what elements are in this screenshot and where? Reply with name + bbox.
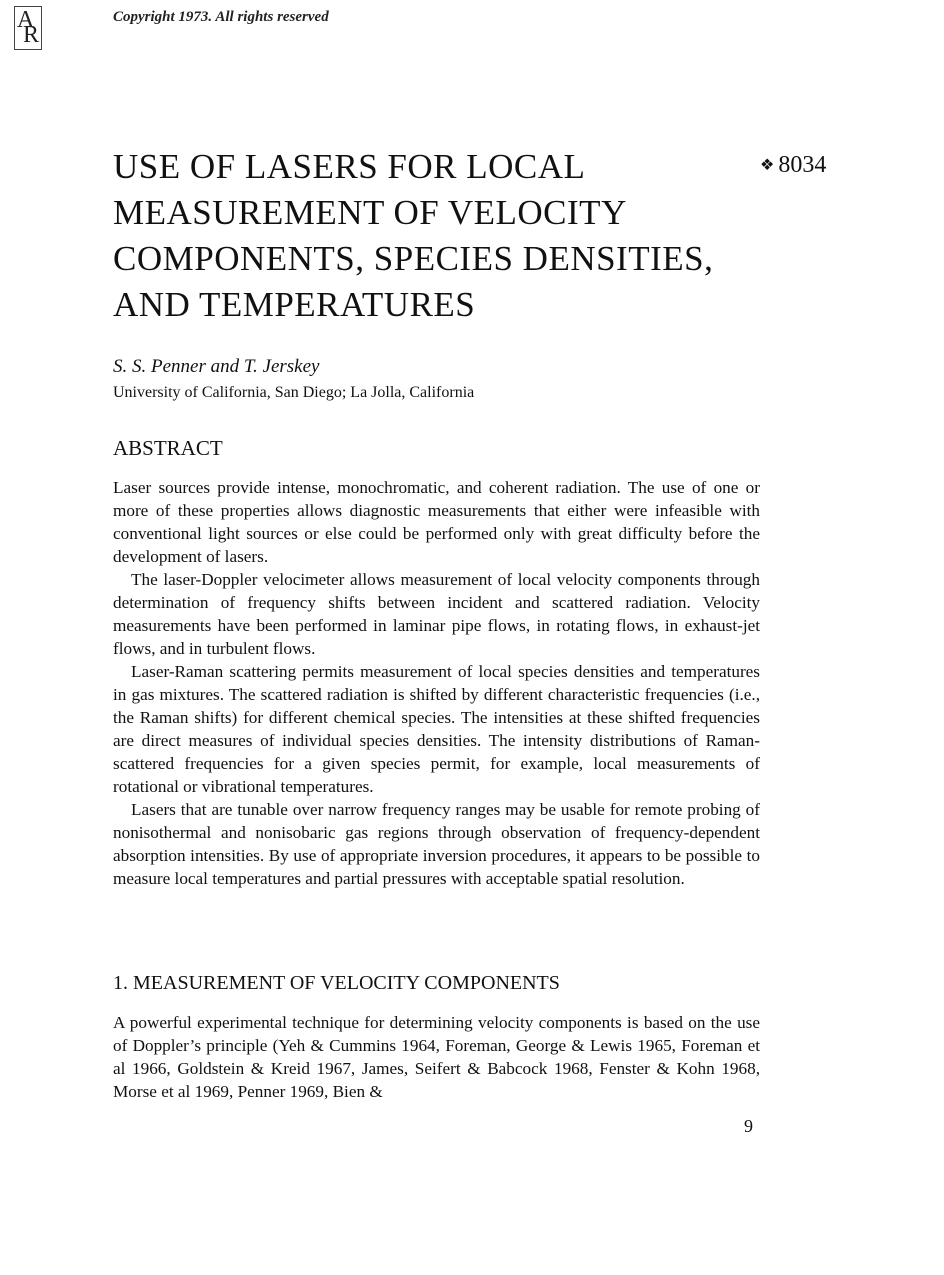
page-number: 9 — [744, 1116, 753, 1136]
copyright-notice: Copyright 1973. All rights reserved — [113, 9, 329, 25]
abstract-paragraph: Laser-Raman scattering permits measurement of local species densities and temperatures in gas mixtures. The scattered radiation is shifted by different characteristic frequencies (i.e., the Raman shifts) for different chemical species. The intensities at these shifted frequencies are direct measures of individual species densities. The intensity distributions of Raman-scattered frequencies for a given species permit, for example, local measurements of rotational or vibrational temperatures. — [113, 662, 760, 796]
publisher-logo — [14, 6, 42, 50]
article-id — [760, 152, 826, 179]
abstract-paragraph: The laser-Doppler velocimeter allows measurement of local velocity components through determination of frequency shifts between incident and scattered radiation. Velocity measurements have been performed in laminar pipe flows, in rotating flows, in exhaust-jet flows, and in turbulent flows. — [113, 570, 760, 658]
article-id-number: 8034 — [778, 152, 827, 178]
abstract-paragraph: Lasers that are tunable over narrow frequency ranges may be usable for remote probing of nonisothermal and nonisobaric gas regions through observation of frequency-dependent absorption intensities. By use of appropriate inversion procedures, it appears to be possible to measure local temperatures and partial pressures with acceptable spatial resolution. — [113, 800, 760, 888]
section-heading: 1. MEASUREMENT OF VELOCITY COMPONENTS — [113, 972, 560, 994]
article-title: USE OF LASERS FOR LOCAL MEASUREMENT OF VELOCITY COMPONENTS, SPECIES DENSITIES, AND TEMPERATURES — [113, 147, 714, 324]
author-affiliation: University of California, San Diego; La Jolla, California — [113, 384, 475, 401]
article-authors: S. S. Penner and T. Jerskey — [113, 356, 320, 377]
section-paragraph: A powerful experimental technique for determining velocity components is based on the use of Doppler’s principle (Yeh & Cummins 1964, Foreman, George & Lewis 1965, Foreman et al 1966, Goldstein & Kreid 1967, James, Seifert & Babcock 1968, Fenster & Kohn 1968, Morse et al 1969, Penner 1969, Bien & — [113, 1013, 760, 1101]
abstract-heading: ABSTRACT — [113, 436, 223, 460]
abstract-paragraph: Laser sources provide intense, monochromatic, and coherent radiation. The use of one or more of these properties allows diagnostic measurements that either were infeasible with conventional light sources or else could be performed only with great difficulty before the development of lasers. — [113, 478, 760, 566]
abstract-body — [113, 476, 760, 890]
logo-letter-a: A — [17, 7, 35, 33]
section-body — [113, 1011, 760, 1103]
logo-letter-r: R — [23, 22, 40, 48]
diamond-bullet-icon: ❖ — [760, 157, 775, 174]
